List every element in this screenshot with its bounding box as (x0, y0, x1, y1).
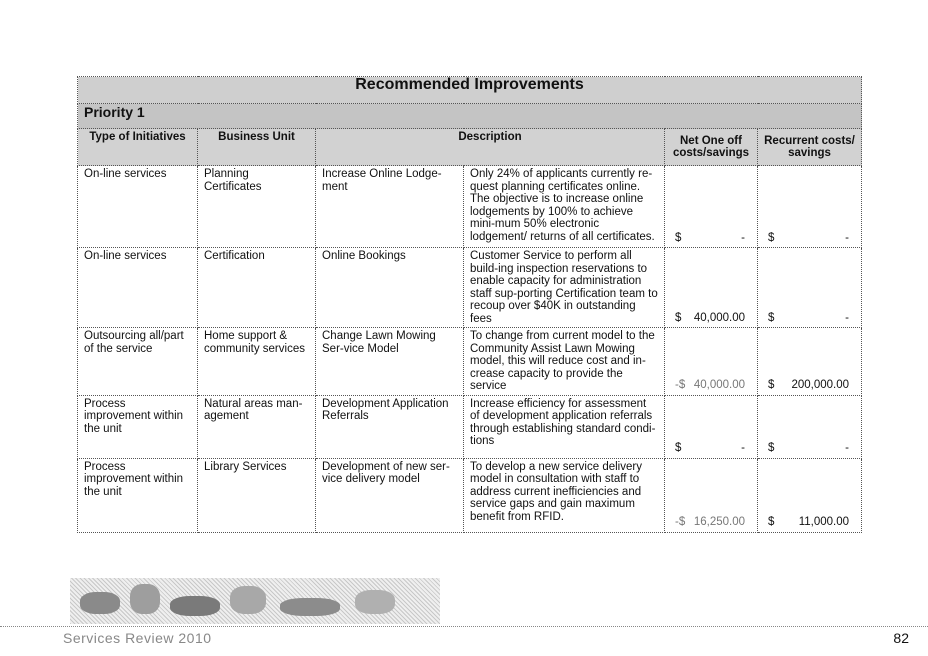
cell-recurrent (758, 248, 862, 328)
recurrent-value: 11,000.00 (798, 516, 850, 528)
one-off-value: - (741, 231, 745, 244)
cell-recurrent (758, 395, 862, 458)
cell-type: Outsourcing all/part of the service (78, 328, 198, 396)
one-off-sign: -$ (675, 516, 686, 528)
cell-initiative: Increase Online Lodge-ment (316, 166, 464, 248)
priority-label: Priority 1 (78, 104, 862, 129)
recurrent-value: - (845, 442, 850, 454)
cell-initiative: Development Application Referrals (316, 395, 464, 458)
cell-detail: Increase efficiency for assessment of development application referrals through establishing standard condi-tions (464, 395, 665, 458)
cell-unit: Library Services (198, 458, 316, 532)
recurrent-sign: $ (768, 516, 775, 528)
cell-initiative: Online Bookings (316, 248, 464, 328)
cell-one-off (665, 248, 758, 328)
header-description: Description (316, 129, 665, 166)
header-recurrent: Recurrent costs/ savings (758, 129, 862, 166)
cell-type: On-line services (78, 248, 198, 328)
recurrent-value: - (845, 231, 850, 244)
recurrent-sign: $ (768, 311, 775, 324)
header-type: Type of Initiatives (78, 129, 198, 166)
header-unit: Business Unit (198, 129, 316, 166)
cell-unit: Home support & community services (198, 328, 316, 396)
cell-one-off (665, 328, 758, 396)
recurrent-sign: $ (768, 379, 775, 391)
recurrent-sign: $ (768, 231, 775, 244)
one-off-value: 40,000.00 (693, 379, 745, 391)
cell-type: Process improvement within the unit (78, 458, 198, 532)
cell-one-off (665, 166, 758, 248)
cell-unit: Certification (198, 248, 316, 328)
cell-initiative: Change Lawn Mowing Ser-vice Model (316, 328, 464, 396)
recommended-improvements-table-wrap (77, 76, 861, 533)
one-off-value: 40,000.00 (693, 311, 745, 324)
recurrent-value: - (845, 311, 850, 324)
footer-photo-strip (70, 578, 440, 624)
one-off-sign: $ (675, 231, 682, 244)
cell-recurrent (758, 166, 862, 248)
recommended-improvements-table (77, 76, 862, 533)
table-row (78, 328, 862, 396)
cell-detail: To develop a new service delivery model in consultation with staff to address current inefficiencies and service gaps and gain maximum benefit from RFID. (464, 458, 665, 532)
page-number: 82 (893, 630, 909, 646)
table-row (78, 395, 862, 458)
one-off-value: - (741, 442, 745, 454)
cell-type: Process improvement within the unit (78, 395, 198, 458)
table-row (78, 458, 862, 532)
cell-detail: Only 24% of applicants currently re-quest planning certificates online. The objective is to increase online lodgements by 100% to achieve mini-mum 50% electronic lodgement/ returns of all certificates. (464, 166, 665, 248)
footer-title: Services Review 2010 (63, 630, 212, 646)
header-one-off: Net One off costs/savings (665, 129, 758, 166)
cell-detail: To change from current model to the Community Assist Lawn Mowing model, this will reduce cost and in-crease capacity to provide the service (464, 328, 665, 396)
recurrent-value: 200,000.00 (791, 379, 850, 391)
cell-unit: Natural areas man-agement (198, 395, 316, 458)
cell-type: On-line services (78, 166, 198, 248)
one-off-sign: -$ (675, 379, 686, 391)
cell-unit: Planning Certificates (198, 166, 316, 248)
recurrent-sign: $ (768, 442, 775, 454)
cell-one-off (665, 395, 758, 458)
cell-initiative: Development of new ser-vice delivery model (316, 458, 464, 532)
cell-recurrent (758, 458, 862, 532)
table-title: Recommended Improvements (78, 77, 862, 104)
one-off-value: 16,250.00 (693, 516, 745, 528)
table-row (78, 166, 862, 248)
cell-detail: Customer Service to perform all build-ing inspection reservations to enable capacity for administration staff sup-porting Certification team to recoup over $40K in outstanding fees (464, 248, 665, 328)
one-off-sign: $ (675, 442, 682, 454)
cell-recurrent (758, 328, 862, 396)
footer-divider (0, 626, 928, 627)
cell-one-off (665, 458, 758, 532)
table-row (78, 248, 862, 328)
one-off-sign: $ (675, 311, 682, 324)
